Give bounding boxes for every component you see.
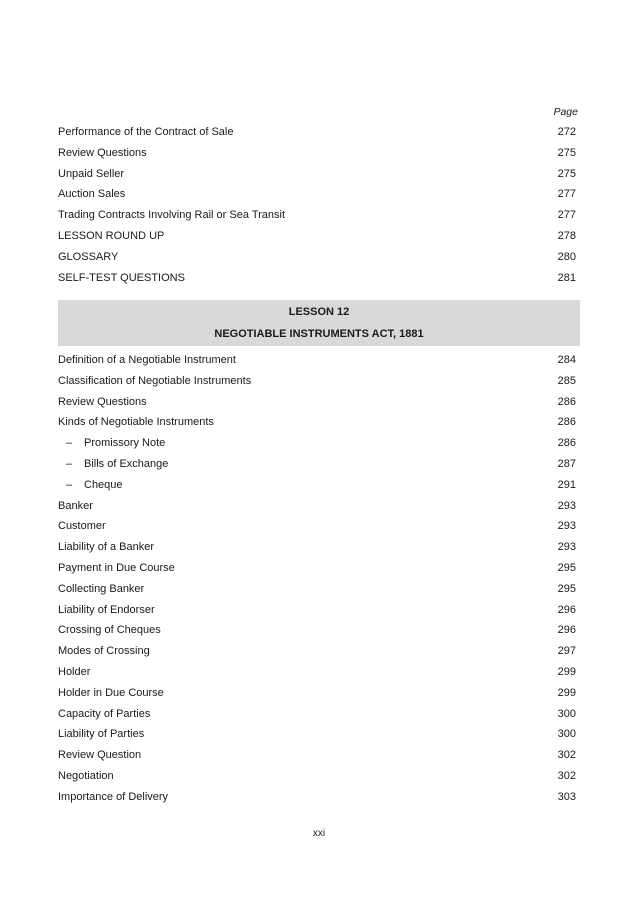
- toc-entry-text: Liability of a Banker: [58, 541, 154, 554]
- toc-entry: [58, 247, 578, 268]
- toc-entry-title: [58, 624, 161, 636]
- toc-entry: [58, 496, 578, 517]
- dash-bullet: –: [66, 478, 73, 491]
- toc-entry-title: [58, 604, 155, 616]
- toc-entry-page: 295: [557, 561, 576, 574]
- toc-subentry: [58, 475, 578, 496]
- toc-entry: [58, 662, 578, 683]
- toc-entry-title: [58, 666, 90, 678]
- toc-entry-text: GLOSSARY: [58, 250, 119, 263]
- toc-entry-page: 277: [557, 188, 576, 201]
- toc-entry-text: Banker: [58, 499, 93, 512]
- toc-entry-page: 275: [557, 167, 576, 180]
- toc-entry: [58, 600, 578, 621]
- toc-entry-page: 281: [557, 271, 576, 284]
- toc-entry-page: 286: [557, 395, 576, 408]
- toc-entry-page: 277: [557, 209, 576, 222]
- toc-entry-text: Trading Contracts Involving Rail or Sea Transit: [58, 209, 286, 222]
- toc-entry: [58, 724, 578, 745]
- toc-entry-text: Unpaid Seller: [58, 167, 125, 180]
- toc-entry-page: 275: [557, 146, 576, 159]
- toc-entry: [58, 226, 578, 247]
- toc-entry-title: [58, 437, 165, 449]
- toc-entry-page: 293: [557, 499, 576, 512]
- toc-entry-page: 278: [557, 229, 576, 242]
- toc-entry-title: [58, 562, 175, 574]
- toc-entry-text: Review Question: [58, 749, 142, 762]
- toc-entry-page: 299: [557, 686, 576, 699]
- toc-entry: [58, 579, 578, 600]
- toc-entry-page: 293: [557, 520, 576, 533]
- toc-entry-title: [58, 541, 154, 553]
- toc-section-before: [58, 122, 578, 288]
- toc-entry-title: [58, 168, 124, 180]
- toc-entry-title: [58, 708, 150, 720]
- toc-entry-page: 272: [557, 126, 576, 138]
- toc-entry-title: [58, 728, 144, 740]
- toc-entry-title: [58, 645, 150, 657]
- toc-entry-page: 284: [557, 354, 576, 366]
- toc-entry: [58, 164, 578, 185]
- toc-entry-page: 286: [557, 416, 576, 429]
- toc-entry-text: Liability of Parties: [58, 728, 145, 741]
- toc-entry-page: 302: [557, 769, 576, 782]
- toc-entry: [58, 787, 578, 808]
- toc-entry-text: SELF-TEST QUESTIONS: [58, 271, 185, 284]
- lesson-title: NEGOTIABLE INSTRUMENTS ACT, 1881: [214, 328, 424, 340]
- toc-subentry: [58, 433, 578, 454]
- toc-entry: [58, 143, 578, 164]
- toc-entry-title: [58, 272, 185, 284]
- toc-entry-title: [58, 188, 125, 200]
- toc-entry-text: Negotiation: [58, 769, 114, 782]
- toc-entry-text: Collecting Banker: [58, 582, 145, 595]
- toc-entry-text: Definition of a Negotiable Instrument: [58, 354, 236, 366]
- toc-entry-page: 295: [557, 582, 576, 595]
- toc-entry-text: Importance of Delivery: [58, 790, 169, 803]
- toc-entry-title: [58, 416, 214, 428]
- toc-entry-text: Auction Sales: [58, 188, 126, 201]
- toc-entry-page: 296: [557, 603, 576, 616]
- toc-entry-text: Cheque: [84, 478, 123, 491]
- toc-entry-page: 300: [557, 728, 576, 741]
- toc-entry: [58, 516, 578, 537]
- toc-entry: [58, 766, 578, 787]
- toc-entry-text: Performance of the Contract of Sale: [58, 126, 234, 138]
- toc-entry-text: Liability of Endorser: [58, 603, 155, 616]
- toc-entry-text: Promissory Note: [84, 437, 166, 450]
- toc-entry-title: [58, 375, 251, 387]
- toc-entry-title: [58, 458, 168, 470]
- toc-entry-page: 285: [557, 374, 576, 387]
- toc-entry-title: [58, 687, 164, 699]
- dash-bullet: –: [66, 437, 73, 450]
- toc-entry: [58, 392, 578, 413]
- toc-entry-page: 299: [557, 665, 576, 678]
- toc-section-after: [58, 350, 578, 808]
- toc-entry-title: [58, 583, 144, 595]
- toc-entry-text: Capacity of Parties: [58, 707, 151, 720]
- toc-entry: [58, 704, 578, 725]
- toc-entry-title: [58, 791, 168, 803]
- dash-bullet: –: [66, 457, 73, 470]
- lesson-number: LESSON 12: [288, 306, 350, 318]
- toc-entry-page: 303: [557, 790, 576, 803]
- toc-entry-text: Review Questions: [58, 395, 147, 408]
- toc-entry-text: Holder in Due Course: [58, 686, 164, 699]
- toc-entry-page: 302: [557, 749, 576, 762]
- toc-entry-title: [58, 230, 164, 242]
- toc-entry: [58, 371, 578, 392]
- toc-entry-text: Modes of Crossing: [58, 645, 150, 658]
- toc-entry-page: 280: [557, 250, 576, 263]
- toc-entry: [58, 620, 578, 641]
- toc-entry: [58, 268, 578, 289]
- toc-entry-page: 291: [557, 478, 576, 491]
- toc-entry-text: Crossing of Cheques: [58, 624, 161, 637]
- lesson-banner: [58, 300, 580, 346]
- toc-entry-title: [58, 147, 147, 159]
- toc-entry-page: 286: [557, 437, 576, 450]
- toc-subentry: [58, 454, 578, 475]
- toc-entry-title: [58, 126, 233, 138]
- toc-entry-title: [58, 500, 93, 512]
- page-column-label: Page: [553, 106, 578, 118]
- toc-entry: [58, 745, 578, 766]
- toc-entry-title: [58, 251, 118, 263]
- toc-entry-text: Holder: [58, 665, 91, 678]
- toc-entry-text: Payment in Due Course: [58, 561, 175, 574]
- toc-entry: [58, 122, 578, 143]
- toc-entry-title: [58, 209, 285, 221]
- toc-entry: [58, 558, 578, 579]
- toc-entry-text: Review Questions: [58, 146, 147, 159]
- footer-page-number: xxi: [312, 828, 326, 839]
- toc-entry-text: Bills of Exchange: [84, 457, 169, 470]
- toc-entry-page: 297: [557, 645, 576, 658]
- toc-entry-title: [58, 770, 114, 782]
- toc-entry-title: [58, 479, 123, 491]
- toc-entry: [58, 537, 578, 558]
- toc-entry-page: 300: [557, 707, 576, 720]
- toc-entry: [58, 412, 578, 433]
- toc-entry-title: [58, 396, 147, 408]
- toc-entry-page: 293: [557, 541, 576, 554]
- toc-entry-page: 296: [557, 624, 576, 637]
- toc-entry-page: 287: [557, 457, 576, 470]
- toc-entry-title: [58, 520, 106, 532]
- toc-entry-text: Customer: [58, 520, 106, 533]
- toc-entry-text: Classification of Negotiable Instruments: [58, 374, 252, 387]
- toc-entry-title: [58, 354, 236, 366]
- toc-entry-text: Kinds of Negotiable Instruments: [58, 416, 214, 429]
- toc-entry: [58, 184, 578, 205]
- toc-entry-title: [58, 749, 141, 761]
- toc-entry: [58, 641, 578, 662]
- toc-entry: [58, 350, 578, 371]
- toc-entry: [58, 683, 578, 704]
- toc-entry: [58, 205, 578, 226]
- toc-entry-text: LESSON ROUND UP: [58, 229, 165, 242]
